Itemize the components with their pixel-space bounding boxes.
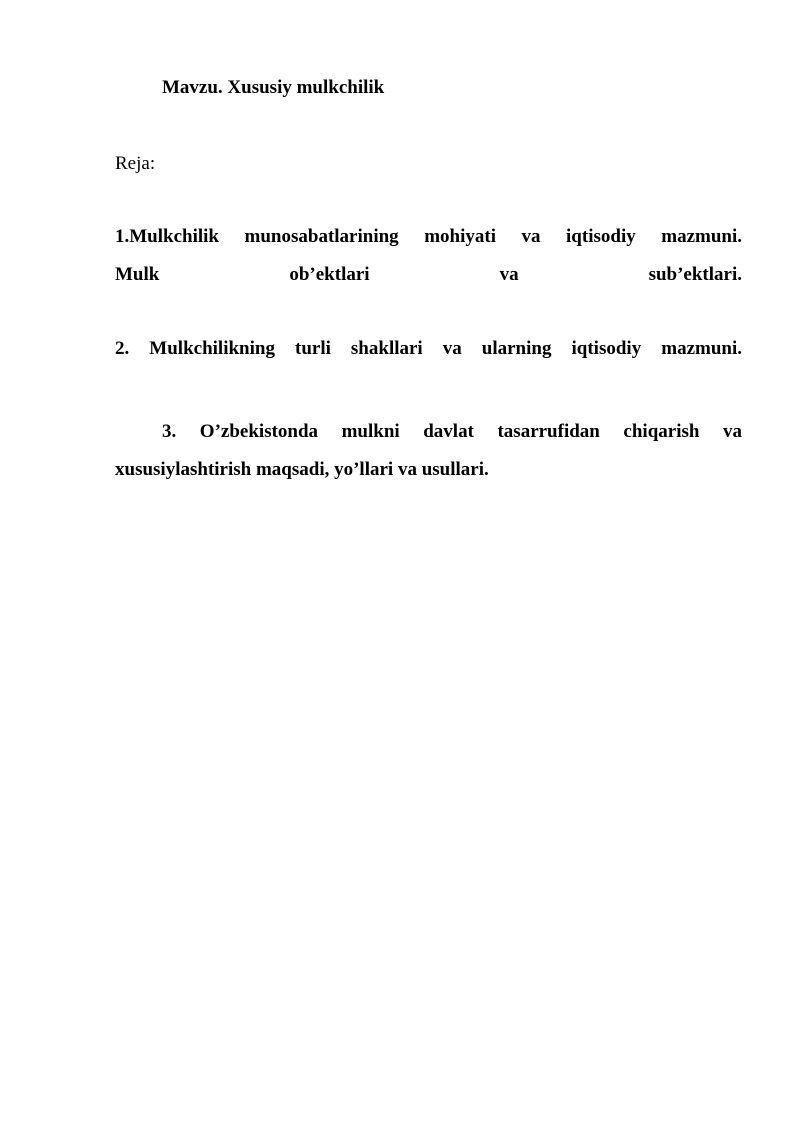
plan-item-1-line-1: 1.Mulkchilik munosabatlarining mohiyati va iqtisodiy mazmuni.	[115, 226, 742, 247]
plan-item-3	[115, 413, 742, 489]
plan-label: Reja:	[115, 153, 156, 174]
plan-item-1	[115, 218, 742, 294]
plan-item-2-line-1: 2. Mulkchilikning turli shakllari va ularning iqtisodiy mazmuni.	[115, 338, 742, 359]
plan-item-1-line-2: Mulk ob’ektlari va sub’ektlari.	[115, 264, 742, 285]
document-title: Mavzu. Xususiy mulkchilik	[162, 77, 385, 98]
plan-item-3-line-2: xususiylashtirish maqsadi, yo’llari va usullari.	[115, 459, 489, 480]
plan-item-2	[115, 330, 742, 368]
plan-item-3-line-1: 3. O’zbekistonda mulkni davlat tasarrufidan chiqarish va	[162, 421, 742, 442]
